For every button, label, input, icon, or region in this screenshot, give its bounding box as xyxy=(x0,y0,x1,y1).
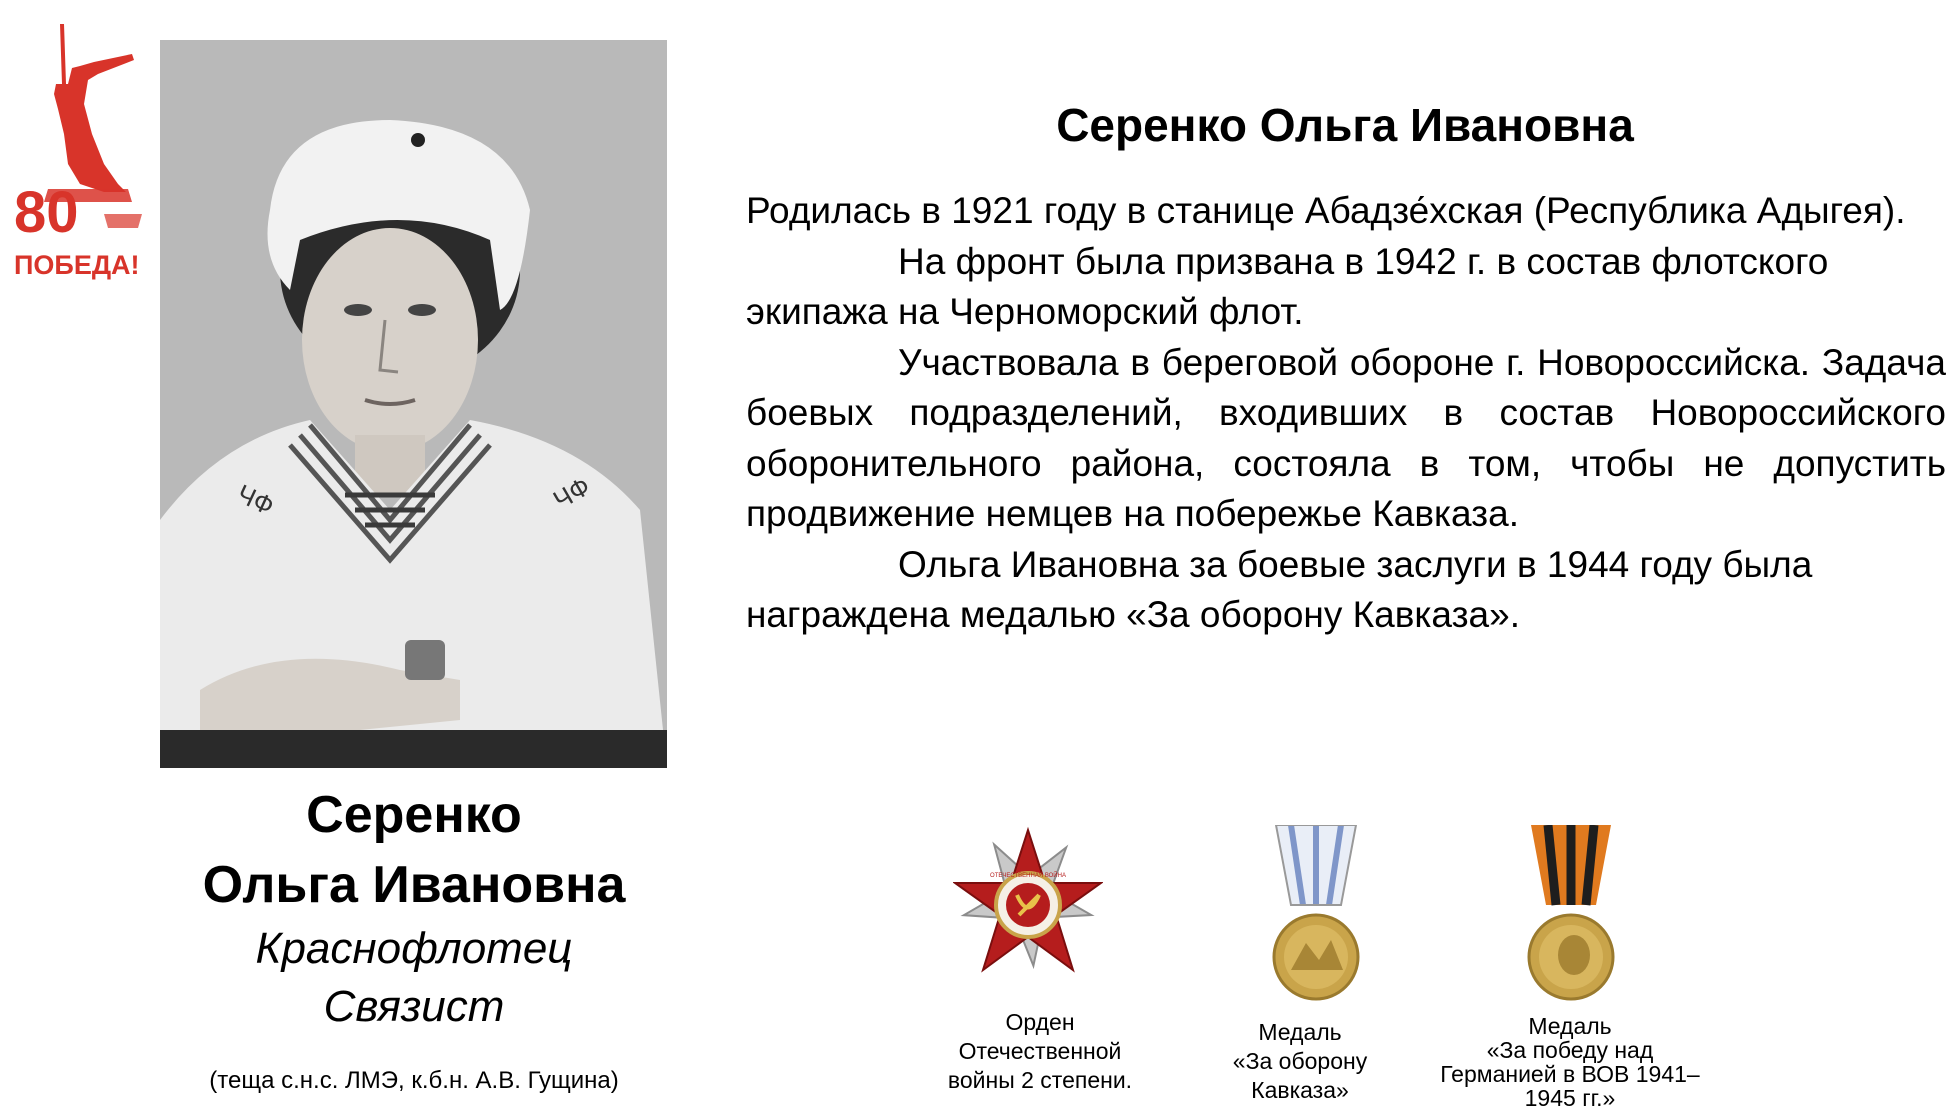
bio-paragraph: Ольга Ивановна за боевые заслуги в 1944 году была награждена медалью «За оборону Кавказа». xyxy=(746,543,1813,635)
medal-caption xyxy=(1405,1014,1735,1110)
medal-caption-text: Орден Отечественной войны 2 степени. xyxy=(947,1009,1133,1093)
order-patriotic-war-icon xyxy=(953,825,1103,1005)
medal-victory-germany-icon xyxy=(1496,825,1646,1005)
relation-note: (теща с.н.с. ЛМЭ, к.б.н. А.В. Гущина) xyxy=(209,1067,619,1094)
rank: Краснофлотец xyxy=(255,924,573,973)
medal-caption xyxy=(1185,1018,1415,1105)
logo-number: 80 xyxy=(14,180,79,245)
person-name-left xyxy=(140,780,688,920)
medal-caption xyxy=(905,1008,1175,1095)
motherland-calls-statue-icon xyxy=(8,14,143,284)
given-names: Ольга Ивановна xyxy=(202,856,626,914)
order-ribbon-text: ОТЕЧЕСТВЕННАЯ ВОЙНА xyxy=(990,873,1066,879)
logo-word: ПОБЕДА! xyxy=(14,250,140,280)
surname: Серенко xyxy=(306,786,522,844)
cap-letters-left: ЧФ xyxy=(232,478,279,522)
portrait-photo xyxy=(160,40,667,768)
bio-paragraph: Родилась в 1921 году в станице Абадзе́хская (Республика Адыгея). xyxy=(746,190,1906,231)
medal-defense-caucasus-icon xyxy=(1241,825,1391,1005)
cap-letters-right: ЧФ xyxy=(548,470,596,516)
victory-80-logo xyxy=(8,14,143,284)
medal-caption-text: Медаль «За оборону Кавказа» xyxy=(1232,1019,1368,1103)
bio-paragraph: На фронт была призвана в 1942 г. в состав флотского экипажа на Черноморский флот. xyxy=(746,240,1829,332)
bio-title: Серенко Ольга Ивановна xyxy=(1056,99,1634,151)
person-role xyxy=(140,920,688,1036)
medal-caption-text: Медаль «За победу над Германией в ВОВ 1941– 1945 гг.» xyxy=(1440,1013,1700,1111)
bio-text xyxy=(746,186,1946,641)
specialty: Связист xyxy=(323,982,505,1031)
bio-paragraph: Участвовала в береговой обороне г. Новороссийска. Задача боевых подразделений, входивших в состав Новороссийского оборонительного района, состояла в том, чтобы не допустить продвижение немцев на побережье Кавказа. xyxy=(746,341,1946,534)
